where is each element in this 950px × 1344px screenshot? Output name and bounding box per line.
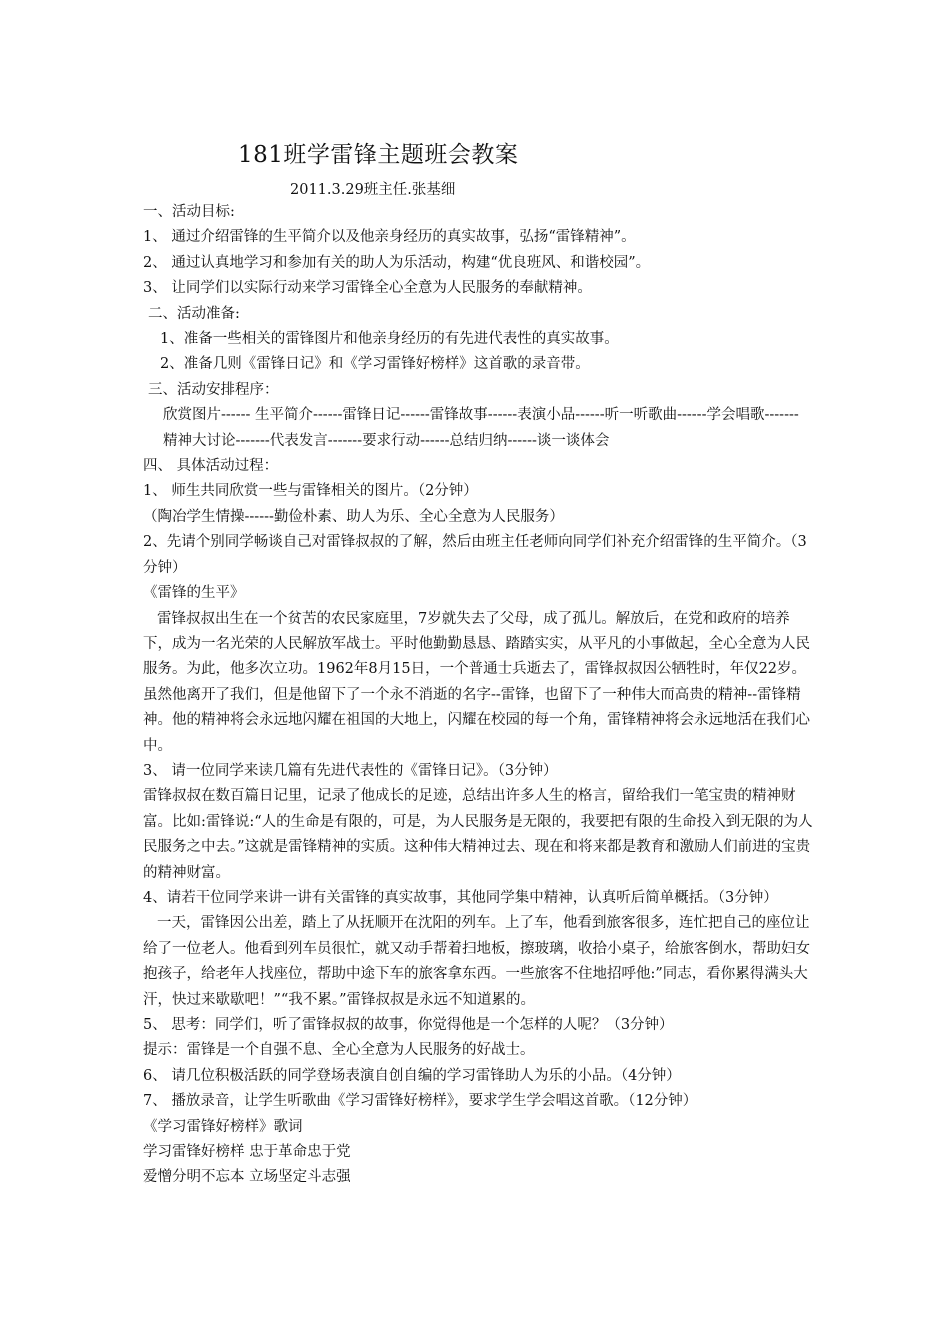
process-step-3: 3、 请一位同学来读几篇有先进代表性的《雷锋日记》。（3分钟） (143, 762, 558, 779)
diary-text: 雷锋叔叔在数百篇日记里，记录了他成长的足迹，总结出许多人生的格言，留给我们一笔宝贵的精神财富。比如:雷锋说:“人的生命是有限的，可是，为人民服务是无限的，我要把有限的生命投入到无限的为人民服务之中去。”这就是雷锋精神的实质。这种伟大精神过去、现在和将来都是教育和激励人们前进的宝贵的精神财富。 (143, 788, 813, 881)
procedure-flow: 欣赏图片------ 生平简介------雷锋日记------雷锋故事------表演小品------听一听歌曲------学会唱歌-------精神大讨论-------代表发言-------要求行动------总结归纳------谈一谈体会 (163, 407, 799, 449)
section-heading-procedure: 三、活动安排程序： (148, 381, 279, 398)
process-step-2: 2、先请个别同学畅谈自己对雷锋叔叔的了解，然后由班主任老师向同学们补充介绍雷锋的生平简介。（3分钟） (143, 534, 807, 576)
section-heading-preparation: 二、活动准备: (148, 305, 240, 322)
story-text: 一天，雷锋因公出差，踏上了从抚顺开在沈阳的列车。上了车，他看到旅客很多，连忙把自己的座位让给了一位老人。他看到列车员很忙，就又动手帮着扫地板，擦玻璃，收拾小桌子，给旅客倒水，帮助妇女抱孩子，给老年人找座位，帮助中途下车的旅客拿东西。一些旅客不住地招呼他:”同志，看你累得满头大汗，快过来歇歇吧！”“我不累。”雷锋叔叔是永远不知道累的。 (143, 915, 810, 1008)
document-date-author: 2011.3.29班主任.张基细 (290, 182, 456, 198)
biography-text: 雷锋叔叔出生在一个贫苦的农民家庭里，7岁就失去了父母，成了孤儿。解放后，在党和政府的培养下，成为一名光荣的人民解放军战士。平时他勤勤恳恳、踏踏实实，从平凡的小事做起，全心全意为人民服务。为此，他多次立功。1962年8月15日，一个普通士兵逝去了，雷锋叔叔因公牺牲时，年仅22岁。虽然他离开了我们，但是他留下了一个永不消逝的名字--雷锋，也留下了一种伟大而高贵的精神--雷锋精神。他的精神将会永远地闪耀在祖国的大地上，闪耀在校园的每一个角，雷锋精神将会永远地活在我们心中。 (143, 610, 810, 754)
goal-item-3: 3、 让同学们以实际行动来学习雷锋全心全意为人民服务的奉献精神。 (143, 280, 592, 297)
process-step-5-hint: 提示：雷锋是一个自强不息、全心全意为人民服务的好战士。 (143, 1042, 535, 1059)
process-step-1-note: （陶冶学生情操------勤俭朴素、助人为乐、全心全意为人民服务） (143, 508, 564, 525)
section-heading-process: 四、 具体活动过程： (143, 458, 279, 475)
preparation-item-2: 2、准备几则《雷锋日记》和《学习雷锋好榜样》这首歌的录音带。 (160, 356, 590, 373)
process-step-4: 4、请若干位同学来讲一讲有关雷锋的真实故事，其他同学集中精神，认真听后简单概括。（3分钟） (143, 889, 778, 906)
lyrics-line-2: 爱憎分明不忘本 立场坚定斗志强 (143, 1169, 351, 1186)
process-step-7: 7、 播放录音，让学生听歌曲《学习雷锋好榜样》，要求学生学会唱这首歌。（12分钟） (143, 1093, 698, 1110)
section-heading-goals: 一、活动目标: (143, 204, 235, 220)
biography-heading: 《雷锋的生平》 (143, 585, 245, 602)
preparation-item-1: 1、准备一些相关的雷锋图片和他亲身经历的有先进代表性的真实故事。 (160, 331, 619, 348)
document-body (143, 200, 813, 1191)
lyrics-line-1: 学习雷锋好榜样 忠于革命忠于党 (143, 1144, 351, 1161)
document-title: 181班学雷锋主题班会教案 (238, 142, 519, 168)
process-step-6: 6、 请几位积极活跃的同学登场表演自创自编的学习雷锋助人为乐的小品。（4分钟） (143, 1067, 681, 1084)
process-step-1: 1、 师生共同欣赏一些与雷锋相关的图片。（2分钟） (143, 483, 478, 500)
goal-item-2: 2、 通过认真地学习和参加有关的助人为乐活动，构建“优良班风、和谐校园”。 (143, 254, 651, 271)
process-step-5: 5、 思考：同学们，听了雷锋叔叔的故事，你觉得他是一个怎样的人呢？（3分钟） (143, 1017, 674, 1033)
goal-item-1: 1、 通过介绍雷锋的生平简介以及他亲身经历的真实故事，弘扬“雷锋精神”。 (143, 229, 636, 246)
lyrics-heading: 《学习雷锋好榜样》歌词 (143, 1118, 303, 1135)
